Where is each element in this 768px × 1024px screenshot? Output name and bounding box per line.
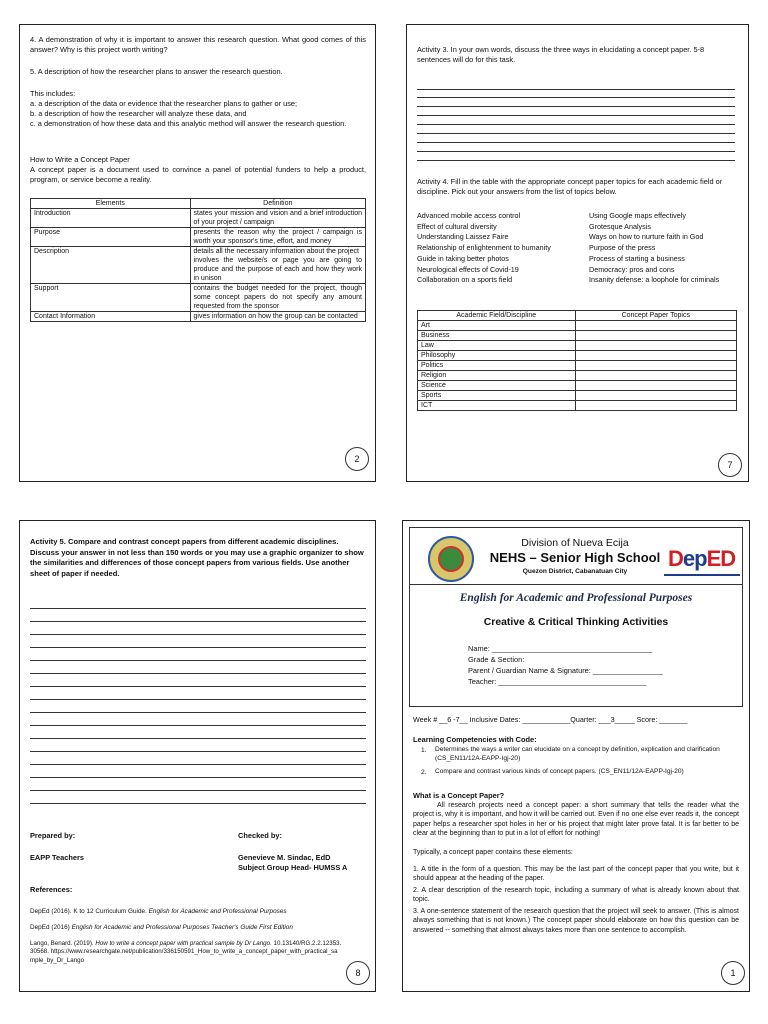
logo-underline (664, 574, 740, 576)
table-row (418, 401, 737, 411)
list-item: Democracy: pros and cons (589, 264, 675, 274)
answer-line (417, 115, 735, 116)
reference-2-text: DepEd (2016) (30, 924, 72, 931)
definition-cell: contains the budget needed for the project, though some concept papers do not specify any amount requested from the sponsor (190, 284, 365, 312)
list-item: Process of starting a business (589, 253, 685, 263)
list-item: Insanity defense: a loophole for criminals (589, 275, 720, 285)
answer-line (417, 133, 735, 134)
page-number: 8 (346, 961, 370, 985)
list-item: Neurological effects of Covid-19 (417, 264, 519, 274)
topics-header: Concept Paper Topics (575, 311, 736, 321)
competency-2: Compare and contrast various kinds of concept papers. (CS_EN11/12A-EAPP-Igj-20) (435, 768, 684, 775)
reference-2-title: English for Academic and Professional Purposes Teacher's Guide First Edition (71, 924, 293, 931)
name-field[interactable]: Name: _______________________________________ (468, 644, 653, 653)
table-row (31, 247, 366, 284)
answer-line (30, 803, 366, 804)
checked-by-name: Genevieve M. Sindac, EdD (238, 853, 331, 862)
table-row (418, 331, 737, 341)
table-row (418, 361, 737, 371)
answer-line (30, 608, 366, 609)
element-item-1: 1. A title in the form of a question. This may be the last part of the concept paper that you write, but it should appear at the heading of the paper. (413, 866, 739, 883)
table-row (31, 228, 366, 247)
howto-text: A concept paper is a document used to convince a panel of potential funders to help a product, program, or service become a reality. (30, 165, 366, 184)
page-number: 1 (721, 961, 745, 985)
topics-left-column (417, 211, 587, 286)
checked-by-label: Checked by: (238, 831, 282, 840)
definition-cell: details all the necessary information about the project involves the website/s or page you are going to produce and the purpose of each and how they work in unison (190, 247, 365, 284)
table-row (418, 351, 737, 361)
table-row (31, 312, 366, 322)
table-row (418, 321, 737, 331)
reference-2 (30, 923, 366, 932)
answer-line (417, 124, 735, 125)
element-item-3: 3. A one-sentence statement of the research question that the project will seek to answer. (This is almost always something that is not known.) The concept paper should elaborate on how this question can be answered -- something that almost always takes more than one sentence to accomplish. (413, 908, 739, 934)
answer-cell[interactable] (575, 351, 736, 361)
element-cell: Contact Information (31, 312, 191, 322)
school-address: Quezon District, Cabanatuan City (522, 568, 628, 575)
page-number: 2 (345, 447, 369, 471)
elements-header: Elements (31, 199, 191, 209)
table-row (31, 284, 366, 312)
include-c: c. a demonstration of how these data and this analytic method will answer the research question. (30, 119, 347, 128)
reference-3 (30, 940, 342, 965)
school-name: NEHS – Senior High School (489, 550, 661, 565)
answer-cell[interactable] (575, 321, 736, 331)
paragraph-4: 4. A demonstration of why it is important to answer this research question. What good comes of this answer? Why is this project worth writing? (30, 35, 366, 54)
list-item: Ways on how to nurture faith in God (589, 232, 704, 242)
references-label: References: (30, 885, 73, 894)
activity-title: Creative & Critical Thinking Activities (483, 617, 669, 628)
definition-cell: presents the reason why the project / campaign is worth your sponsor's time, effort, and money (190, 228, 365, 247)
table-row (418, 391, 737, 401)
reference-1 (30, 907, 366, 916)
element-cell: Description (31, 247, 191, 284)
reference-3-text: Lango, Benard. (2019). (30, 940, 96, 947)
activity-3-instructions: Activity 3. In your own words, discuss the three ways in elucidating a concept paper. 5-8 sentences will do for this task. (417, 45, 705, 64)
page-2 (19, 24, 376, 482)
field-header: Academic Field/Discipline (418, 311, 576, 321)
answer-line (30, 660, 366, 661)
competency-1: Determines the ways a writer can elucidate on a concept by definition, explication and clarification (CS_EN11/12A-EAPP-Igj-20) (435, 746, 720, 762)
reference-3-link: 10.13140/RG.2.2.12353.30568. https://www.researchgate.net/publication/336150591_How_to_write_a_concept_paper_with_practical_sample_by_Dr_Lango (30, 940, 342, 964)
field-cell: Philosophy (418, 351, 576, 361)
grade-section-field[interactable]: Grade & Section: (468, 655, 525, 664)
answer-line (30, 764, 366, 765)
activity-5-instructions: Activity 5. Compare and contrast concept papers from different academic disciplines. Discuss your answer in not less than 150 words or you may use a graphic organizer to show the similarities and differences of those concept papers from various fields. Use another sheet of paper if needed. (30, 537, 364, 578)
elements-table (30, 198, 366, 322)
field-cell: Law (418, 341, 576, 351)
deped-logo-icon: DepED (668, 546, 736, 571)
list-item: Understanding Laissez Faire (417, 232, 509, 242)
answer-line (417, 106, 735, 107)
list-item: Using Google maps effectively (589, 211, 686, 220)
answer-line (30, 777, 366, 778)
answer-line (30, 634, 366, 635)
page-7 (406, 24, 749, 482)
field-cell: ICT (418, 401, 576, 411)
field-cell: Art (418, 321, 576, 331)
paragraph-5: 5. A description of how the researcher plans to answer the research question. (30, 67, 283, 76)
field-cell: Science (418, 381, 576, 391)
answer-line (30, 725, 366, 726)
fields-table (417, 310, 737, 411)
list-item: Grotesque Analysis (589, 221, 651, 231)
answer-line (30, 686, 366, 687)
answer-line (30, 712, 366, 713)
division-name: Division of Nueva Ecija (521, 537, 629, 549)
definition-header: Definition (190, 199, 365, 209)
competencies-heading: Learning Competencies with Code: (413, 735, 537, 744)
field-cell: Sports (418, 391, 576, 401)
include-a: a. a description of the data or evidence that the researcher plans to gather or use; (30, 99, 298, 108)
answer-cell[interactable] (575, 341, 736, 351)
answer-cell[interactable] (575, 401, 736, 411)
definition-cell: gives information on how the group can be contacted (190, 312, 365, 322)
answer-line (417, 142, 735, 143)
includes-label: This includes: (30, 89, 76, 98)
checked-by-title: Subject Group Head- HUMSS A (238, 863, 348, 872)
elements-intro: Typically, a concept paper contains these elements: (413, 849, 573, 856)
answer-cell[interactable] (575, 331, 736, 341)
answer-line (30, 673, 366, 674)
activity-4-instructions: Activity 4. Fill in the table with the appropriate concept paper topics for each academic field or discipline. Pick out your answers from the list of topics below. (417, 177, 723, 196)
include-b: b. a description of how the researcher will analyze these data, and (30, 109, 247, 118)
list-item: Collaboration on a sports field (417, 275, 513, 285)
answer-line (417, 160, 735, 161)
answer-line (417, 97, 735, 98)
list-number: 2. (421, 769, 427, 776)
page-1 (402, 520, 750, 992)
page-8 (19, 520, 376, 992)
element-cell: Support (31, 284, 191, 312)
answer-cell[interactable] (575, 361, 736, 371)
page-number: 7 (718, 453, 742, 477)
answer-cell[interactable] (575, 371, 736, 381)
school-seal-icon (428, 536, 474, 582)
prepared-by-label: Prepared by: (30, 831, 76, 840)
answer-cell[interactable] (575, 381, 736, 391)
list-number: 1. (421, 747, 427, 754)
reference-1-title: English for Academic and Professional Purposes (148, 908, 287, 915)
answer-line (30, 621, 366, 622)
answer-line (417, 151, 735, 152)
answer-line (30, 790, 366, 791)
answer-cell[interactable] (575, 391, 736, 401)
list-item: Guide in taking better photos (417, 253, 509, 263)
list-item: Purpose of the press (589, 243, 656, 253)
table-row (418, 381, 737, 391)
parent-guardian-field[interactable]: Parent / Guardian Name & Signature: _________________ (468, 666, 663, 675)
answer-line (30, 699, 366, 700)
topics-right-column (589, 211, 745, 286)
what-is-heading: What is a Concept Paper? (413, 791, 505, 800)
list-item: Relationship of enlightenment to humanity (417, 243, 551, 253)
table-row (31, 209, 366, 228)
table-row (418, 341, 737, 351)
subject-title: English for Academic and Professional Purposes (459, 592, 693, 604)
what-is-paragraph: All research projects need a concept paper: a short summary that tells the reader what the project is, why it is important, and how it will be carried out. Even if no one else ever reads it, the concept paper helps a researcher spot holes in her or his project that might later prove fatal. It is far better to be clear at the beginning than to put in a lot of effort for nothing! (413, 802, 739, 837)
answer-line (30, 738, 366, 739)
answer-line (417, 89, 735, 90)
answer-line (30, 751, 366, 752)
element-cell: Purpose (31, 228, 191, 247)
field-cell: Politics (418, 361, 576, 371)
element-cell: Introduction (31, 209, 191, 228)
definition-cell: states your mission and vision and a brief introduction of your project / campaign (190, 209, 365, 228)
teacher-field[interactable]: Teacher: ____________________________________ (468, 677, 647, 686)
reference-1-text: DepEd (2016). K to 12 Curriculum Guide. (30, 908, 149, 915)
list-item: Effect of cultural diversity (417, 221, 497, 231)
howto-heading: How to Write a Concept Paper (30, 155, 130, 164)
week-line: Week # __6 -7__ Inclusive Dates: ____________Quarter: ___3_____ Score: _______ (413, 715, 688, 724)
reference-3-title: How to write a concept paper with practical sample by Dr Lango. (95, 940, 272, 947)
list-item: Advanced mobile access control (417, 211, 521, 220)
field-cell: Religion (418, 371, 576, 381)
answer-line (30, 647, 366, 648)
element-item-2: 2. A clear description of the research topic, including a summary of what is already known about that topic. (413, 887, 739, 904)
table-row (418, 371, 737, 381)
cover-header-box (409, 527, 743, 707)
header-divider (410, 584, 742, 585)
prepared-by-value: EAPP Teachers (30, 853, 84, 862)
field-cell: Business (418, 331, 576, 341)
